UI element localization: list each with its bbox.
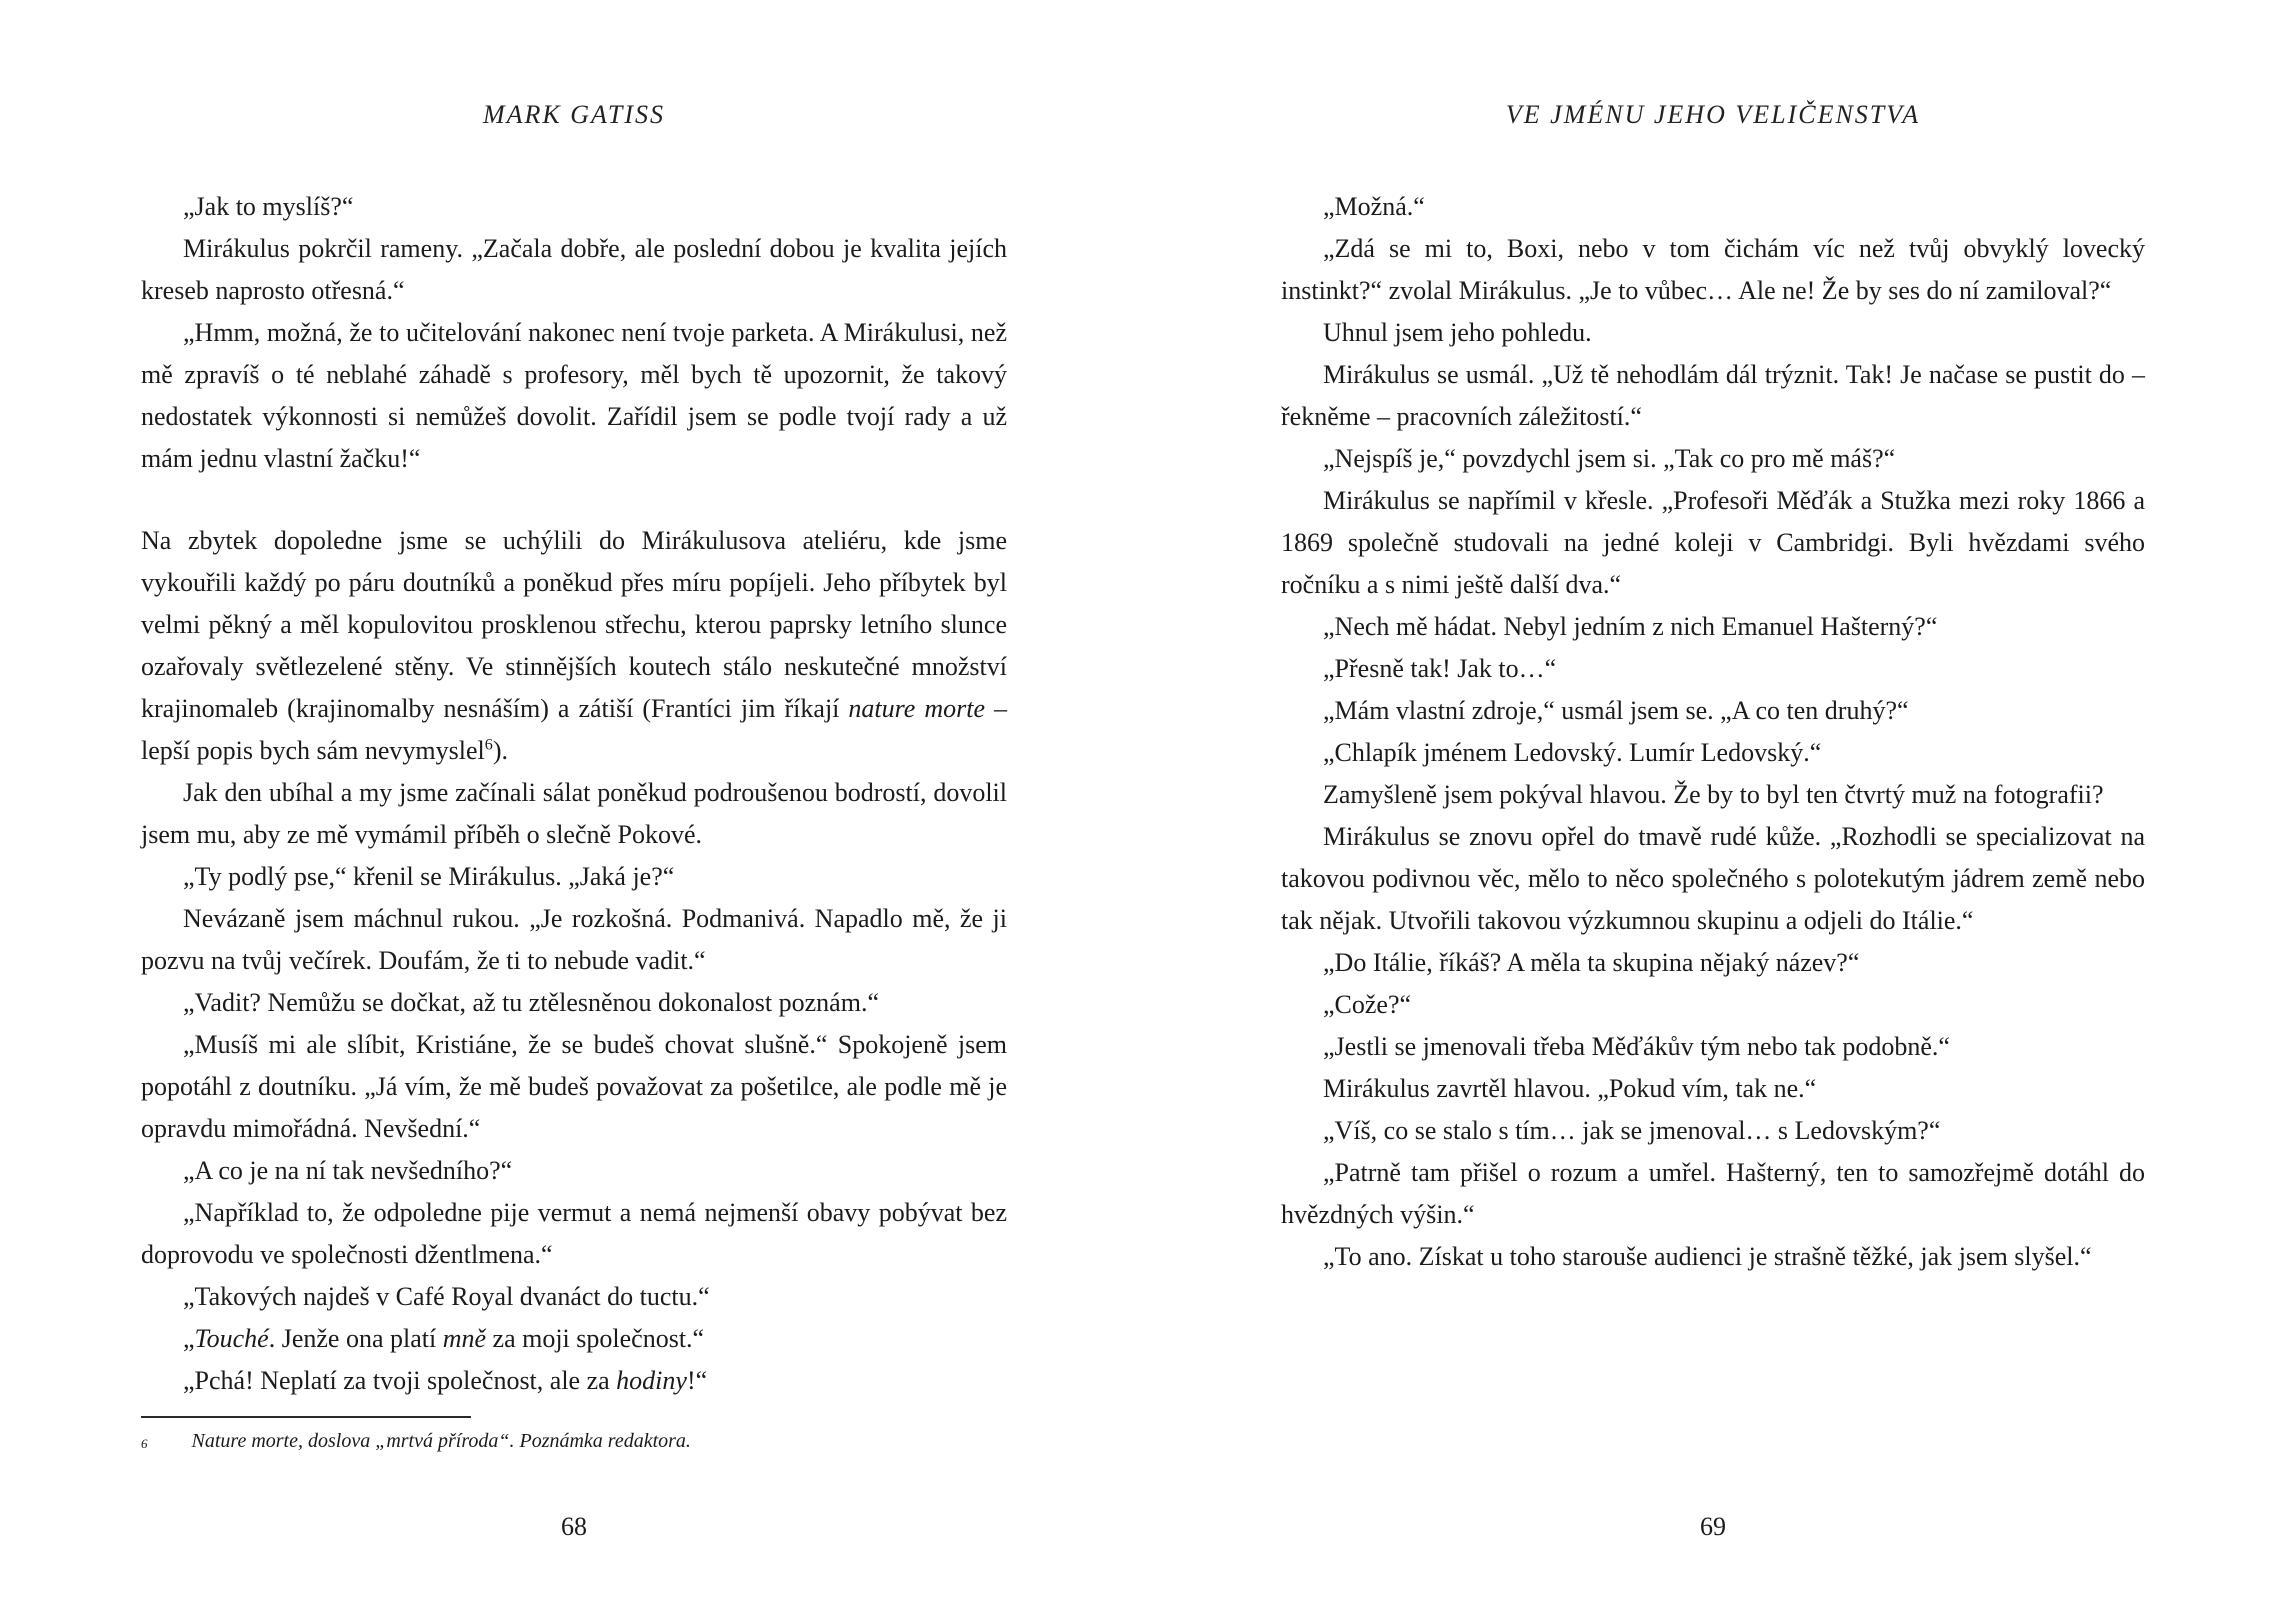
text-run: . Jenže ona platí — [268, 1324, 443, 1353]
paragraph — [1281, 228, 2145, 312]
text-run: „Vadit? Nemůžu se dočkat, až tu ztělesněnou dokonalost poznám.“ — [183, 988, 879, 1017]
paragraph — [1281, 816, 2145, 942]
text-run: – lepší popis bych sám nevymyslel — [141, 694, 1008, 765]
paragraph — [141, 1360, 1007, 1402]
footnote-marker: 6 — [141, 1436, 148, 1451]
paragraph — [1281, 732, 2145, 774]
paragraph — [1281, 186, 2145, 228]
paragraph — [141, 186, 1007, 228]
paragraph — [141, 520, 1007, 772]
page-left — [141, 0, 1007, 1615]
text-run: „Cože?“ — [1323, 990, 1412, 1019]
page-body-left — [141, 186, 1007, 1402]
text-run: „Jak to myslíš?“ — [183, 192, 354, 221]
paragraph — [1281, 1110, 2145, 1152]
paragraph — [1281, 690, 2145, 732]
paragraph — [141, 312, 1007, 480]
page-body-right — [1281, 186, 2145, 1278]
text-run: „Chlapík jménem Ledovský. Lumír Ledovský.“ — [1323, 738, 1822, 767]
paragraph — [141, 1024, 1007, 1150]
text-run: „Přesně tak! Jak to…“ — [1323, 654, 1557, 683]
italic-text: nature morte — [848, 694, 985, 723]
italic-text: Nature morte, doslova „mrtvá příroda“. Poznámka redaktora. — [191, 1430, 691, 1452]
text-run: Na zbytek dopoledne jsme se uchýlili do Mirákulusova ateliéru, kde jsme vykouřili každý po páru doutníků a poněkud přes míru popíjeli. Jeho příbytek byl velmi pěkný a měl kopulovitou prosklenou střechu, kterou paprsky letního slunce ozařovaly světlezelené stěny. Ve stinnějších koutech stálo neskutečné množství krajinomaleb (krajinomalby nesnáším) a zátiší (Frantíci jim říkají — [141, 526, 1007, 723]
paragraph — [141, 1192, 1007, 1276]
italic-text: mně — [442, 1324, 487, 1353]
paragraph — [141, 772, 1007, 856]
paragraph — [1281, 606, 2145, 648]
text-run: !“ — [686, 1366, 708, 1395]
footnote-reference: 6 — [484, 736, 493, 754]
text-run: „Musíš mi ale slíbit, Kristiáne, že se budeš chovat slušně.“ Spokojeně jsem popotáhl z doutníku. „Já vím, že mě budeš považovat za pošetilce, ale podle mě je opravdu mimořádná. Nevšední.“ — [141, 1030, 1007, 1143]
text-run: „To ano. Získat u toho starouše audienci je strašně těžké, jak jsem slyšel.“ — [1323, 1242, 2092, 1271]
text-run: „Mám vlastní zdroje,“ usmál jsem se. „A co ten druhý?“ — [1323, 696, 1909, 725]
text-run: „Nejspíš je,“ povzdychl jsem si. „Tak co pro mě máš?“ — [1323, 444, 1896, 473]
paragraph — [1281, 312, 2145, 354]
text-run: „Do Itálie, říkáš? A měla ta skupina nějaký název?“ — [1323, 948, 1860, 977]
paragraph — [1281, 984, 2145, 1026]
paragraph — [1281, 1026, 2145, 1068]
paragraph — [141, 228, 1007, 312]
footnote-text — [192, 1428, 691, 1455]
text-run: „Takových najdeš v Café Royal dvanáct do tuctu.“ — [183, 1282, 710, 1311]
paragraph — [1281, 438, 2145, 480]
paragraph — [141, 982, 1007, 1024]
text-run: Nevázaně jsem máchnul rukou. „Je rozkošná. Podmanivá. Napadlo mě, že ji pozvu na tvůj večírek. Doufám, že ti to nebude vadit.“ — [141, 904, 1007, 975]
text-run: „Nech mě hádat. Nebyl jedním z nich Emanuel Hašterný?“ — [1323, 612, 1938, 641]
text-run: „Hmm, možná, že to učitelování nakonec není tvoje parketa. A Mirákulusi, než mě zpravíš o té neblahé záhadě s profesory, měl bych tě upozornit, že takový nedostatek výkonnosti si nemůžeš dovolit. Zařídil jsem se podle tvojí rady a už mám jednu vlastní žačku!“ — [141, 318, 1007, 473]
paragraph — [1281, 354, 2145, 438]
paragraph — [1281, 1152, 2145, 1236]
text-run: „Patrně tam přišel o rozum a umřel. Hašterný, ten to samozřejmě dotáhl do hvězdných výšin.“ — [1281, 1158, 2145, 1229]
text-run: Mirákulus se napřímil v křesle. „Profesoři Měďák a Stužka mezi roky 1866 a 1869 společně studovali na jedné koleji v Cambridgi. Byli hvězdami svého ročníku a s nimi ještě další dva.“ — [1281, 486, 2145, 599]
page-right — [1281, 0, 2145, 1615]
paragraph — [1281, 942, 2145, 984]
paragraph — [141, 1318, 1007, 1360]
footnote-line — [141, 1428, 1007, 1457]
text-run: „Jestli se jmenovali třeba Měďákův tým nebo tak podobně.“ — [1323, 1032, 1950, 1061]
paragraph — [141, 1150, 1007, 1192]
italic-text: Touché — [194, 1324, 269, 1353]
text-run: Mirákulus se usmál. „Už tě nehodlám dál trýznit. Tak! Je načase se pustit do – řekněme – pracovních záležitostí.“ — [1281, 360, 2145, 431]
text-run: Mirákulus pokrčil rameny. „Začala dobře, ale poslední dobou je kvalita jejích kreseb naprosto otřesná.“ — [141, 234, 1007, 305]
text-run: Mirákulus zavrtěl hlavou. „Pokud vím, tak ne.“ — [1323, 1074, 1817, 1103]
running-header-title: VE JMÉNU JEHO VELIČENSTVA — [1505, 100, 1921, 129]
paragraph — [1281, 1068, 2145, 1110]
text-run: „Možná.“ — [1323, 192, 1425, 221]
paragraph — [141, 898, 1007, 982]
footnote — [141, 1416, 1007, 1457]
footnote-rule — [141, 1416, 471, 1418]
text-run: Jak den ubíhal a my jsme začínali sálat poněkud podroušenou bodrostí, dovolil jsem mu, aby ze mě vymámil příběh o slečně Pokové. — [141, 778, 1007, 849]
page-number-left: 68 — [561, 1512, 587, 1541]
text-run: „Pchá! Neplatí za tvoji společnost, ale za — [183, 1366, 617, 1395]
page-number-right: 69 — [1700, 1512, 1726, 1541]
paragraph — [1281, 480, 2145, 606]
text-run: ). — [492, 736, 508, 765]
italic-text: hodiny — [616, 1366, 687, 1395]
text-run: „A co je na ní tak nevšedního?“ — [183, 1156, 513, 1185]
paragraph — [1281, 1236, 2145, 1278]
text-run: Uhnul jsem jeho pohledu. — [1323, 318, 1592, 347]
text-run: za moji společnost.“ — [486, 1324, 705, 1353]
text-run: „Například to, že odpoledne pije vermut a nemá nejmenší obavy pobývat bez doprovodu ve společnosti džentlmena.“ — [141, 1198, 1007, 1269]
paragraph — [1281, 648, 2145, 690]
text-run: „Víš, co se stalo s tím… jak se jmenoval… s Ledovským?“ — [1323, 1116, 1941, 1145]
text-run: „Ty podlý pse,“ křenil se Mirákulus. „Jaká je?“ — [183, 862, 675, 891]
text-run: Mirákulus se znovu opřel do tmavě rudé kůže. „Rozhodli se specializovat na takovou podivnou věc, mělo to něco společného s polotekutým jádrem země nebo tak nějak. Utvořili takovou výzkumnou skupinu a odjeli do Itálie.“ — [1281, 822, 2145, 935]
text-run: „ — [183, 1324, 195, 1353]
text-run: „Zdá se mi to, Boxi, nebo v tom čichám víc než tvůj obvyklý lovecký instinkt?“ zvolal Mirákulus. „Je to vůbec… Ale ne! Že by ses do ní zamiloval?“ — [1281, 234, 2145, 305]
text-run: Zamyšleně jsem pokýval hlavou. Že by to byl ten čtvrtý muž na fotografii? — [1323, 780, 2104, 809]
paragraph — [141, 1276, 1007, 1318]
paragraph — [1281, 774, 2145, 816]
paragraph — [141, 856, 1007, 898]
running-header-author: MARK GATISS — [482, 100, 666, 129]
